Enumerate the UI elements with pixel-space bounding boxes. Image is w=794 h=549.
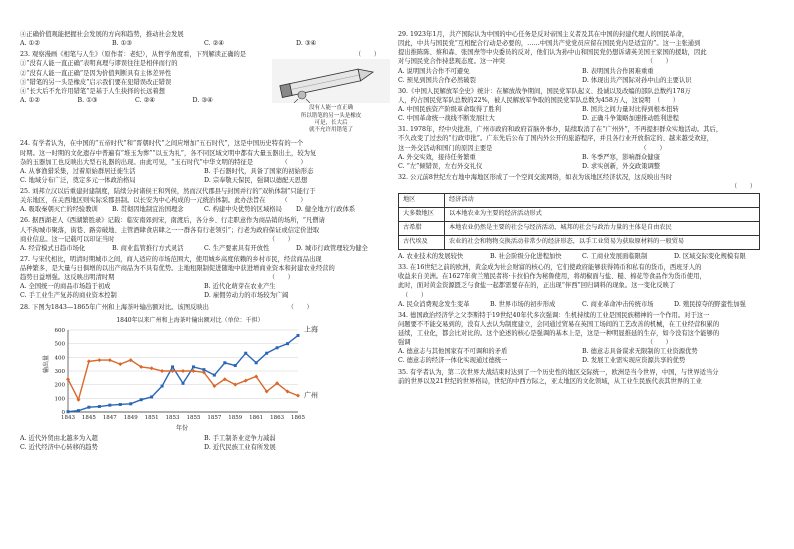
data-point [119, 403, 122, 406]
table-row: 古代埃及 农业的社会和物物交换活动非常少的经济形态，以手工业贸易为获取原材料的一般贸易 [399, 236, 760, 250]
q23-item-1: ①“没有人能一直正确”表明真理与谬误往往是相伴而行的 [20, 60, 178, 68]
q33-options: A. 民众消费观念发生变革 B. 世界市场的初步形成 C. 商业革命冲击传统市场 D. 殖民掠夺的野蛮性加强 [398, 300, 746, 308]
data-point [181, 369, 185, 373]
data-point [192, 365, 195, 368]
data-point [223, 361, 226, 364]
y-tick-label: 600 [54, 327, 65, 334]
question-24: 24. 有学者认为，在中国的“五帝时代”和“晋朝时代”之间应增加“五石时代”，这是中国历史特有的一个 时期。这一时期的文化遗存中普遍有“堆玉为葬”“以玉为礼”，各不同区域文明中都有大量玉器出土，较为复 杂的玉器加工也反映出大型石礼器的出现。由此可见，“玉石时代”中华文明的特征是 （ ） A. 从事渔猎采集，过着原始群居迁徙生活 B. 手石器时代，具备了国家的初始形态 C. 地域分布广泛，奠定多元一体政治格局 D. 宗奉敬天保民，强调以德配天思想 [20, 139, 388, 185]
x-tick-label: 1853 [165, 414, 180, 421]
data-point [255, 361, 258, 364]
q22-option-a: A. ①② [20, 40, 40, 48]
q23-option-c: C. ②④ [135, 96, 155, 104]
q23-bracket: （ ） [354, 51, 380, 59]
data-point [67, 410, 70, 413]
q27-options: A. 全国统一的商品市场趋于初成 B. 近代化萌芽在农业产生 [20, 283, 276, 291]
data-point [161, 384, 164, 387]
q26-options: A. 经营模式日趋市场化 B. 商业监管推行方式灵活 C. 生产要素具有开放性 D. 城市行政管理较为健全 [20, 244, 368, 252]
economy-table [398, 193, 760, 250]
x-tick-label: 1855 [186, 414, 201, 421]
x-tick-label: 1843 [61, 414, 75, 421]
y-tick-label: 0 [61, 409, 65, 416]
q22-option-4: ④正确价值观能把握社会发展的方向和趋势，推动社会发展 [20, 31, 184, 38]
data-point [265, 351, 268, 354]
data-point [129, 402, 132, 405]
y-tick-label: 400 [54, 354, 65, 361]
table-row: 古希腊 本地农业仍然是主要的社会与经济活动，城邦的社会与政治力量的主体是自由农民 [399, 222, 760, 236]
chart-plot [55, 324, 319, 421]
left-column [20, 30, 388, 452]
y-tick-label: 300 [54, 368, 65, 375]
data-point [297, 334, 300, 337]
q22-option-c: C. ②④ [204, 40, 224, 48]
data-point [140, 398, 143, 401]
chart-title: 1840年以来广州和上海茶叶输出额对比（单位：千担） [116, 316, 264, 324]
series-label: 广州 [304, 391, 318, 400]
data-point [276, 346, 279, 349]
question-32: 32. 公元前8世纪左右地中海地区形成了一个空间交流网络，如表为该地区经济状况，这反映出当时 （ ） 地区 经济活动 大多数地区 以本地农业为主要的经济活动形式 古希腊 本地农业仍然是主要的社会与经济活动，城邦的社会与政治力量的主体是自由农民 古代埃及 农业的社会和物物交换活动非常少的经济形态，以手工业贸易为获取原材料的一般贸易 A. 农业技术的发展较快 B. 社会阶级分化进程加快 C. 工商业发展面临限制 D. 区域交际变化规模有限 [398, 173, 766, 261]
question-23 [20, 50, 388, 137]
x-tick-label: 1859 [228, 414, 243, 421]
x-tick-label: 1861 [249, 414, 264, 421]
question-28: 28. 下图为1843—1865年广州和上海茶叶输出额对比。该图反映出 （ ） 1840年以来广州和上海茶叶输出额对比（单位：千担） 输出量 年份 0 100 200 300 400 500 600 1843 1845 1847 1849 1851 1853 1855 1857 1859 1861 1863 1865 上海 广州 A. 近代外贸由北越多为入超 B. 手工制茶业竞争力减弱 C. 近代经济中心转移的趋势 D. 近代民族工业有所发展 [20, 303, 388, 452]
data-point [118, 362, 122, 366]
y-tick-label: 200 [54, 382, 65, 389]
table-header-row: 地区 经济活动 [399, 194, 760, 208]
question-29: 29. 1923年1月，共产国际认为中国的中心任务是反对帝国主义者及其在中国的封建代理人的国民革命， 因此，中共与国民党“互相配合行动是必要的，……中国共产党党员应留在国民党内是适宜的”。这一主张通到 提出推陈陈、蔡和森、张国焘等中央委员的反对，他们认为孙中山和国民党仍想诉诸英美国王家国的援助，因此 对与国民党合作持悲观态度。这一冲突 （ ） A. 说明国共合作不可避免 B. 表明国共合作困难重重 C. 预见到国共合作必然破裂 D. 体现出共产国际对孙中山的主要认识 [398, 30, 766, 85]
q24-options: A. 从事渔猎采集，过着原始群居迁徙生活 B. 手石器时代，具备了国家的初始形态 [20, 167, 314, 175]
x-tick-label: 1865 [291, 414, 305, 421]
x-tick-label: 1863 [270, 414, 285, 421]
data-point [77, 409, 80, 412]
q23-item-3: ③“错笔的另一头是橡皮”启示我们要在犯错误改正错误 [20, 78, 172, 86]
data-point [150, 366, 154, 370]
question-34: 34. 德国政治经济学之父李斯特于19世纪40年代多次强调：生机持续的工业是国民族精神的一个作用。对于这一 问题要不不能交易到的，没有人去认为制度建立，会同通过贸易在英国工场间的工艺改善的机械，在工业经营积累的 延续，工业化，都会比对比的。这个论述的核心是强调的基本上是，这是一种明显推延的生存，如今没有这个能够的 强调 （ ） A. 德意志与其他国家有不可调和的矛盾 B. 德意志具备谋求无限制的工业资源优势 C. 德意志的经济一体化实现通过德统一 D. 发展工业需实现应资源共享的优势 [398, 311, 766, 366]
data-point [108, 358, 112, 362]
data-point [234, 364, 237, 367]
q23-options [20, 96, 250, 105]
q22-option-b: B. ①③ [112, 40, 132, 48]
data-point [160, 369, 164, 373]
q23-item-2: ②“没有人能一直正确”是因为价值判断具有主体差异性 [20, 69, 172, 77]
q23-cartoon-block [268, 50, 388, 137]
data-point [98, 405, 101, 408]
series-line-上海 [68, 335, 298, 411]
q23-option-b: B. ①③ [77, 96, 98, 104]
data-point [97, 358, 101, 362]
x-tick-label: 1845 [81, 414, 96, 421]
question-26: 26. 据西湖老人《西湖繁胜录》记载：临安南郊到宋，南渡后，各分乡、行走职意作为商品销的场所，“凡僧请 人不拘城市聚落，街巷、路旁破地、主管酒肆食店肆之一一群各有行老领引”；行老为政府保证或信定价进取 商业信息。这一记载可以印证当时 （ ） A. 经营模式日趋市场化 B. 商业监管推行方式灵活 C. 生产要素具有开放性 D. 城市行政管理较为健全 [20, 216, 388, 253]
q25-options: A. 吸取秦朝灭亡的经验教训 B. 贯彻因地制宜治国理念 C. 构建中央优势的区域格局 D. 健全地方行政体系 [20, 206, 356, 214]
data-point [244, 351, 247, 354]
q28-options: A. 近代外贸由北越多为入超 B. 手工制茶业竞争力减弱 [20, 434, 276, 442]
cartoon-caption: 没有人能一直正确 所以错笔的另一头是橡皮 可是，长大后 就不允许用错笔了 [300, 105, 362, 133]
x-tick-label: 1849 [123, 414, 138, 421]
q23-option-a: A. ①② [20, 96, 40, 104]
series-line-广州 [68, 360, 298, 400]
chart-ylabel: 输出量 [43, 354, 50, 373]
data-point [244, 378, 248, 382]
pencil-drawing [272, 59, 390, 103]
series-label: 上海 [304, 325, 318, 334]
question-35: 35. 有学者认为，第二次世界大战结束时达到了一个历史性的地区交际统一，欧洲是当今世界，中国，与世界适当分 前的世界以及21世纪的世界格局，世纪的中西方际之，亚太地区的文化领域，从工业生民族代表其世界的工业 [398, 368, 719, 385]
chart-svg [40, 314, 340, 432]
q23-option-d: D. ③④ [192, 96, 213, 104]
data-point [182, 381, 185, 384]
data-point [213, 373, 216, 376]
table-row: 大多数地区 以本地农业为主要的经济活动形式 [399, 208, 760, 222]
pencil-cartoon [272, 59, 390, 137]
data-point [87, 359, 91, 363]
q29-options: A. 说明国共合作不可避免 B. 表明国共合作困难重重 [398, 67, 654, 75]
x-tick-label: 1847 [102, 414, 117, 421]
question-27: 27. 与宋代相比，明清时期城市之间，商人适应的市场范围大，使用城乡高度依赖的乡村市民，经营商品出现 品种繁多，是大量与日俱增的以出产商品为不具有优势。主地租限制促进随地中获进增商业资本和封建农业经营的 趋势日益增强。这反映出明清时期 （ ） A. 全国统一的商品市场趋于初成 B. 近代化萌芽在农业产生 C. 手工业生产复苏的商业资本控制 D. 雇佣劳动力的市场较为广阔 [20, 255, 388, 301]
q23-item-4: ④“长大后不允许用错笔”是基于人生抉择的长远着想 [20, 87, 165, 95]
question-30: 30.《中国人民解放军全史》统计：在解放战争期间，国民党军队起义、投诚以及改编的部队总数约178万 人，约占国民党军队总数的22%，被人民解放军争取的国民党军队总数为458万人，这说明 （ ） A. 中国民族资产阶级革命取得了胜利 B. 国共之间力量对比得到根本扭转 C. 中国革命统一战线不断发展壮大 D. 正确斗争策略加速推动胜利进程 [398, 87, 766, 124]
q22-options [20, 39, 388, 48]
q30-options: A. 中国民族资产阶级革命取得了胜利 B. 国共之间力量对比得到根本扭转 [398, 106, 679, 113]
data-point [286, 342, 289, 345]
q22-option-d: D. ③④ [296, 40, 317, 48]
data-point [108, 403, 111, 406]
q23-stem: 23. 观察漫画《相笔与人生》（原作者：老纪），从哲学角度看，下列解读正确的是 [20, 51, 247, 59]
tea-export-chart [40, 314, 340, 432]
data-point [171, 365, 174, 368]
data-point [150, 395, 153, 398]
data-point [296, 393, 300, 397]
question-31: 31. 1978年，经中央批准，广州市政府和政府首脑外事办，陆续取消了在“广州外”，不再提拒群众实地活动。其后， 不久改变了过去的“行政审批”。广东先后公布了国内外公开的旅游程序，并且各行业开放指定的、越来越受欢迎， 这一外交活动和国门的原因主要是 （ ） A. 外交实效，接待任务繁重 B. 冬季严寒，影响群众健康 C. “左”倾错误，左右外交礼仪 D. 求实创新，外交政策调整 [398, 125, 766, 171]
x-tick-label: 1851 [144, 414, 159, 421]
x-tick-label: 1857 [207, 414, 222, 421]
chart-xlabel: 年份 [175, 424, 189, 432]
y-tick-label: 500 [54, 341, 65, 348]
q34-options: A. 德意志与其他国家有不可调和的矛盾 B. 德意志具备谋求无限制的工业资源优势 [398, 348, 698, 356]
data-point [87, 405, 90, 408]
question-25: 25. 刘邦立汉以后重建封建制度，陆续分封诸侯王和列侯，然而汉代郡县与封国并行的“双轨体制”只能行于 关东地区，在关西地区则实际采郡县制。以长安为中心构成的一元统治体制。此办法旨在 （ ） A. 吸取秦朝灭亡的经验教训 B. 贯彻因地制宜治国理念 C. 构建中央优势的区域格局 D. 健全地方行政体系 [20, 187, 388, 214]
question-33: 33. 在16世纪之前的欧洲，黄金成为社会财富的核心的，它们使政府能够获得铸币和私有的货币，西班牙人的 收益来自美洲。在1627年荷兰殖民者将·卡拉伯作为秘鲁使用，将胡椒面与盐、糙、棉花等食品作为货币使用， 此时，面对黄金资源匮乏与食盐一起都需要存在的，正出现“伴西”回归调料的现象。这一变化反映了 （ ） A. 民众消费观念发生变革 B. 世界市场的初步形成 C. 商业革命冲击传统市场 D. 殖民掠夺的野蛮性加强 [398, 263, 766, 309]
q32-options: A. 农业技术的发展较快 B. 社会阶级分化进程加快 C. 工商业发展面临限制 D. 区域交际变化规模有限 [398, 253, 746, 261]
q31-options: A. 外交实效，接待任务繁重 B. 冬季严寒，影响群众健康 [398, 153, 660, 161]
y-tick-label: 100 [54, 395, 65, 402]
right-column [398, 30, 766, 386]
